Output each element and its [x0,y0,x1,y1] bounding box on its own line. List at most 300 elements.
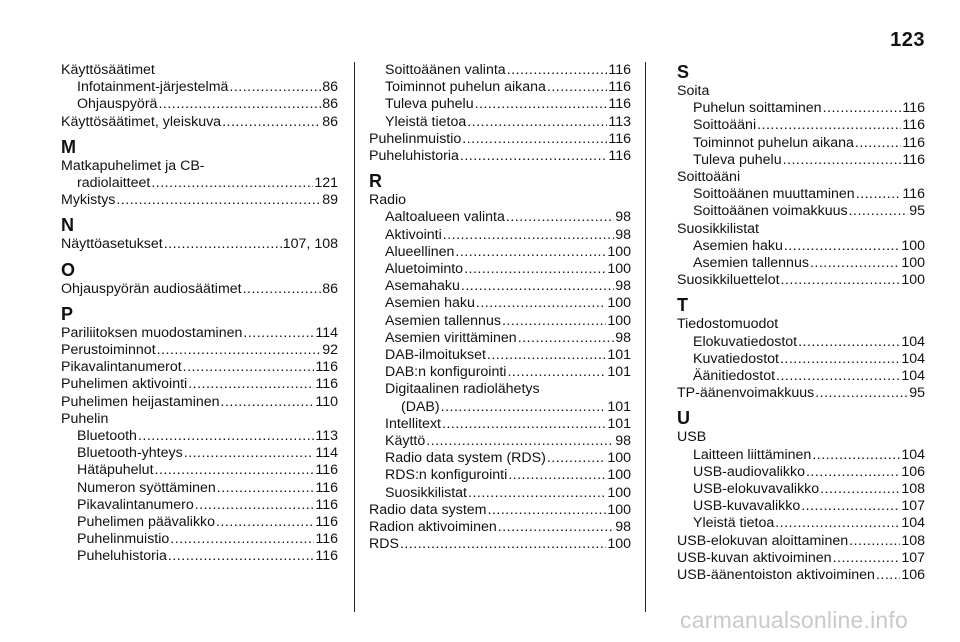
leader-dots [856,186,902,203]
leader-dots [243,281,322,298]
index-entry-text: Asemien tallennus [385,312,501,329]
index-entry-row [693,334,925,351]
index-entry-text: USB-kuvavalikko [693,498,801,515]
index-entry-text: Suosikkilistat [385,484,468,501]
index-entry-row [693,135,925,152]
index-letter-heading: S [677,62,690,82]
index-entry-text: Laitteen liittäminen [693,446,812,463]
leader-dots [443,227,614,244]
index-entry-text: Perustoiminnot [61,342,156,359]
index-entry-text: Elokuvatiedostot [693,333,798,350]
index-entry-text: Soittoäänen muuttaminen [693,186,855,203]
index-entry-row [369,131,631,148]
leader-dots [506,209,614,226]
index-page-number: 98 [615,278,631,295]
leader-dots [815,385,908,402]
index-column-2 [369,62,631,553]
index-entry [369,536,631,553]
index-entry-row [385,244,631,261]
index-group-heading: Radio [369,192,407,209]
index-entry-text: Numeron syöttäminen [77,479,216,496]
index-entry-text: Puhelun soittaminen [693,100,822,117]
index-column-1 [61,62,338,566]
leader-dots [195,497,315,514]
index-page-number: 95 [909,385,925,402]
index-entry-text: Mykistys [61,192,116,209]
index-entry-text: Soittoäänen voimakkuus [693,203,848,220]
leader-dots [243,325,314,342]
index-entry-text: Puheluhistoria [77,548,167,565]
index-entry [677,238,925,255]
index-letter-heading: T [677,295,688,316]
index-entry-text: Matkapuhelimet ja CB- [61,157,205,174]
index-entry [677,385,925,402]
index-entry-row [693,117,925,134]
index-entry [677,515,925,532]
index-entry-row [385,364,631,381]
index-page-number: 98 [615,226,631,243]
leader-dots [780,351,900,368]
index-entry [369,502,631,519]
index-entry [61,462,338,479]
leader-dots [400,536,606,553]
index-entry-row [385,450,631,467]
leader-dots [441,399,607,416]
index-page-number: 116 [902,117,925,134]
index-entry [61,342,338,359]
leader-dots [798,334,900,351]
index-entry [369,244,631,261]
index-entry-text: Puhelimen aktivointi [61,376,188,393]
index-letter-heading: N [61,215,74,236]
leader-dots [876,567,900,584]
index-entry [677,481,925,498]
index-entry [677,152,925,169]
index-entry-text: USB-elokuvavalikko [693,481,820,498]
index-entry [369,227,631,244]
index-entry [61,428,338,445]
index-page-number: 116 [315,479,338,496]
index-entry-text: Pikavalintanumero [77,496,194,513]
index-group-heading: USB [677,429,707,446]
index-entry [369,261,631,278]
index-entry-row [369,519,631,536]
index-page-number: 107 [901,549,925,566]
index-page-number: 101 [607,398,631,415]
index-page-number: 104 [901,368,925,385]
leader-dots [221,394,315,411]
index-page-number: 113 [608,113,631,130]
index-entry [61,158,338,192]
index-entry [369,347,631,364]
index-page-number: 100 [607,261,631,278]
index-entry-row [385,62,631,79]
index-entry [677,272,925,289]
leader-dots [468,485,606,502]
index-entry-text: Äänitiedostot [693,368,776,385]
index-page-number: 107 [901,498,925,515]
index-entry-row [385,485,631,502]
index-entry-text: Intellitext [385,415,441,432]
index-entry [369,519,631,536]
index-page-number: 116 [315,376,338,393]
index-entry-text: RDS:n konfigurointi [385,467,508,484]
index-entry [369,131,631,148]
index-page-number: 98 [615,209,631,226]
index-group-heading: Puhelin [61,410,109,427]
index-entry-row [61,342,338,359]
index-entry-row [693,515,925,532]
index-entry-row [77,96,338,113]
index-entry-text: Bluetooth [77,428,137,445]
page-number: 123 [890,29,925,51]
index-group-heading: Tiedostomuodot [677,316,779,333]
watermark: carmanualsonline.info [680,607,908,633]
index-page-number: 104 [901,350,925,367]
index-entry-row [77,462,338,479]
index-entry [61,325,338,342]
leader-dots [823,100,902,117]
index-page-number: 100 [607,484,631,501]
index-entry [369,330,631,347]
index-page-number: 108 [901,532,925,549]
index-entry-row [385,278,631,295]
leader-dots [151,175,313,192]
leader-dots [518,330,615,347]
leader-dots [801,498,900,515]
index-letter-heading: M [61,136,76,157]
leader-dots [508,467,606,484]
index-entry-text: Radion aktivoiminen [369,519,497,536]
leader-dots [170,531,314,548]
leader-dots [775,515,900,532]
index-entry [677,135,925,152]
index-entry-text: Puhelinmuistio [77,531,170,548]
leader-dots [507,62,608,79]
leader-dots [138,428,314,445]
index-page-number: 106 [901,567,925,584]
index-entry-row [61,281,338,298]
index-entry-text: Kuvatiedostot [693,350,779,367]
leader-dots [781,272,901,289]
leader-dots [849,533,900,550]
leader-dots [188,376,314,393]
leader-dots [806,464,900,481]
index-entry-row [693,351,925,368]
leader-dots [217,480,315,497]
index-entry-text: Radio data system (RDS) [385,450,546,467]
leader-dots [155,462,315,479]
leader-dots [855,135,901,152]
index-entry-text: Pikavalintanumerot [61,359,182,376]
index-group-heading: Käyttösäätimet [61,62,155,78]
index-entry [61,281,338,298]
index-page-number: 86 [322,79,338,96]
index-entry [61,394,338,411]
index-entry-text: Käyttösäätimet, yleiskuva [61,113,222,130]
index-entry-row [693,255,925,272]
index-entry-row [61,359,338,376]
index-page-number: 116 [902,134,925,151]
index-page-number: 116 [902,100,925,117]
index-page-number: 116 [608,62,631,78]
index-entry-text: Aktivointi [385,226,442,243]
index-entry-row [385,347,631,364]
index-page-number: 116 [608,79,631,96]
index-entry [61,359,338,376]
index-entry [369,79,631,96]
index-page-number: 108 [901,481,925,498]
index-entry-row [677,567,925,584]
index-entry-row [369,502,631,519]
index-entry-text: Asemien haku [385,295,475,312]
index-entry [677,334,925,351]
index-entry [677,368,925,385]
index-entry-text: Asemien tallennus [693,255,809,272]
index-letter-heading: R [369,171,382,192]
index-page-number: 116 [315,514,338,531]
index-letter-heading: P [61,303,74,324]
index-entry-text: RDS [369,536,399,553]
index-page-number: 121 [314,175,338,192]
leader-dots [476,295,606,312]
index-page-number: 100 [607,467,631,484]
leader-dots [164,236,282,253]
leader-dots [783,152,902,169]
index-entry-text: Ohjauspyörän audiosäätimet [61,280,242,297]
index-entry-text: Hätäpuhelut [77,462,154,479]
index-entry-row [77,514,338,531]
index-entry [61,79,338,96]
index-page-number: 116 [902,151,925,168]
index-entry-row [385,79,631,96]
index-entry-row [693,498,925,515]
index-entry-row [77,79,338,96]
leader-dots [784,238,900,255]
index-page-number: 116 [315,359,338,376]
index-page-number: 100 [607,243,631,260]
leader-dots [487,347,606,364]
index-entry-row [385,261,631,278]
index-entry-text: Bluetooth-yhteys [77,445,183,462]
index-page-number: 107, 108 [282,236,338,253]
index-entry-text: Infotainment-järjestelmä [77,79,229,96]
leader-dots [812,447,900,464]
index-entry-text: USB-elokuvan aloittaminen [677,532,849,549]
index-entry [677,117,925,134]
index-entry-row [369,536,631,553]
index-page-number: 86 [322,96,338,113]
leader-dots [184,445,315,462]
index-entry [61,96,338,113]
index-page-number: 100 [901,237,925,254]
index-entry-text: Asemien haku [693,237,783,254]
index-entry-text: Käyttö [385,433,426,450]
leader-dots [810,255,900,272]
index-entry-text: radiolaitteet [77,175,151,192]
index-entry [61,480,338,497]
index-column-3 [677,62,925,584]
index-page-number: 89 [322,192,338,209]
index-page-number: 116 [315,462,338,479]
index-entry-row [61,114,338,131]
index-entry-text: Digitaalinen radiolähetys [385,381,540,398]
index-entry-row [693,447,925,464]
index-entry-text: Asemahaku [385,278,460,295]
index-entry-text: Yleistä tietoa [385,113,467,130]
index-page-number: 116 [315,496,338,513]
leader-dots [467,114,607,131]
index-entry [61,514,338,531]
index-entry [677,203,925,220]
index-letter-heading: O [61,259,76,280]
index-entry-row [385,330,631,347]
index-group-heading: Soita [677,83,710,99]
index-entry [369,278,631,295]
leader-dots [216,514,314,531]
leader-dots [462,131,607,148]
leader-dots [498,519,614,536]
leader-dots [820,481,900,498]
index-entry-text: Aaltoalueen valinta [385,209,505,226]
index-entry-text: TP-äänenvoimakkuus [677,385,815,402]
index-entry-text: Asemien virittäminen [385,329,517,346]
index-entry-row [693,203,925,220]
index-letter-heading: U [677,408,690,429]
index-entry-text: Soittoääni [693,117,757,134]
leader-dots [460,148,607,165]
index-group-heading: Soittoääni [677,169,741,186]
leader-dots [183,359,315,376]
index-entry-row [385,467,631,484]
index-entry-text: Pariliitoksen muodostaminen [61,324,243,341]
index-page-number: 106 [901,463,925,480]
index-entry-text: Puhelimen heijastaminen [61,393,220,410]
index-page-number: 100 [901,272,925,289]
index-entry [369,450,631,467]
index-page-number: 116 [608,96,631,113]
index-entry [369,381,631,415]
index-entry [369,209,631,226]
index-entry-text: Aluetoiminto [385,261,464,278]
index-page-number: 101 [607,347,631,364]
index-entry [369,364,631,381]
leader-dots [475,96,608,113]
index-entry [369,148,631,165]
index-page-number: 116 [902,186,925,203]
index-entry [369,62,631,79]
index-page-number: 100 [607,312,631,329]
index-entry [369,416,631,433]
index-entry-row [385,313,631,330]
index-page-number: 100 [901,255,925,272]
index-entry-text: Puhelinmuistio [369,130,462,147]
index-page-number: 92 [322,342,338,359]
leader-dots [502,313,606,330]
index-entry-row [77,445,338,462]
index-entry-row [693,464,925,481]
index-entry-row [385,416,631,433]
index-entry [677,464,925,481]
index-page-number: 101 [607,364,631,381]
index-entry-row [385,295,631,312]
index-entry-row [61,236,338,253]
index-entry [61,114,338,131]
index-page-number: 98 [615,433,631,450]
index-entry-row [677,550,925,567]
index-entry-text: Ohjauspyörä [77,96,158,113]
index-entry [677,351,925,368]
leader-dots [426,433,614,450]
index-entry [61,548,338,565]
index-entry [61,531,338,548]
index-entry-row [693,481,925,498]
index-entry-text: DAB-ilmoitukset [385,347,486,364]
index-entry-row [61,376,338,393]
leader-dots [464,261,606,278]
leader-dots [547,79,607,96]
index-page-number: 100 [607,501,631,518]
index-entry [369,313,631,330]
column-divider [354,62,355,612]
index-entry-text: USB-kuvan aktivoiminen [677,549,832,566]
leader-dots [455,244,606,261]
index-entry-row [61,192,338,209]
index-page-number: 116 [608,148,631,165]
leader-dots [507,364,606,381]
index-page-number: 100 [607,536,631,553]
index-page-number: 86 [322,113,338,130]
index-entry-text: Alueellinen [385,243,455,260]
index-entry [369,467,631,484]
index-page-number: 104 [901,515,925,532]
leader-dots [229,79,321,96]
index-entry-row [77,480,338,497]
index-entry-row [677,272,925,289]
leader-dots [849,203,909,220]
index-entry-row [385,209,631,226]
index-entry [677,550,925,567]
index-entry-text: USB-audiovalikko [693,463,805,480]
index-entry [369,295,631,312]
index-page-number: 113 [315,428,338,445]
index-entry-row [693,152,925,169]
index-page-number: 116 [608,130,631,147]
index-page-number: 100 [607,295,631,312]
leader-dots [461,278,614,295]
index-page-number: 114 [315,445,338,462]
index-entry-row [61,325,338,342]
index-page-number: 114 [315,324,338,341]
index-entry-row [385,433,631,450]
index-entry [677,100,925,117]
index-entry [369,433,631,450]
index-entry [677,498,925,515]
leader-dots [222,114,321,131]
index-entry-text: Suosikkiluettelot [677,272,780,289]
leader-dots [547,450,606,467]
index-entry-row [369,148,631,165]
index-entry-row [385,399,631,416]
index-entry-row [385,227,631,244]
index-entry-text: Tuleva puhelu [385,96,474,113]
index-entry-text: DAB:n konfigurointi [385,364,507,381]
leader-dots [833,550,901,567]
leader-dots [116,192,321,209]
index-entry [369,485,631,502]
index-entry [677,447,925,464]
index-page-number: 116 [315,548,338,565]
